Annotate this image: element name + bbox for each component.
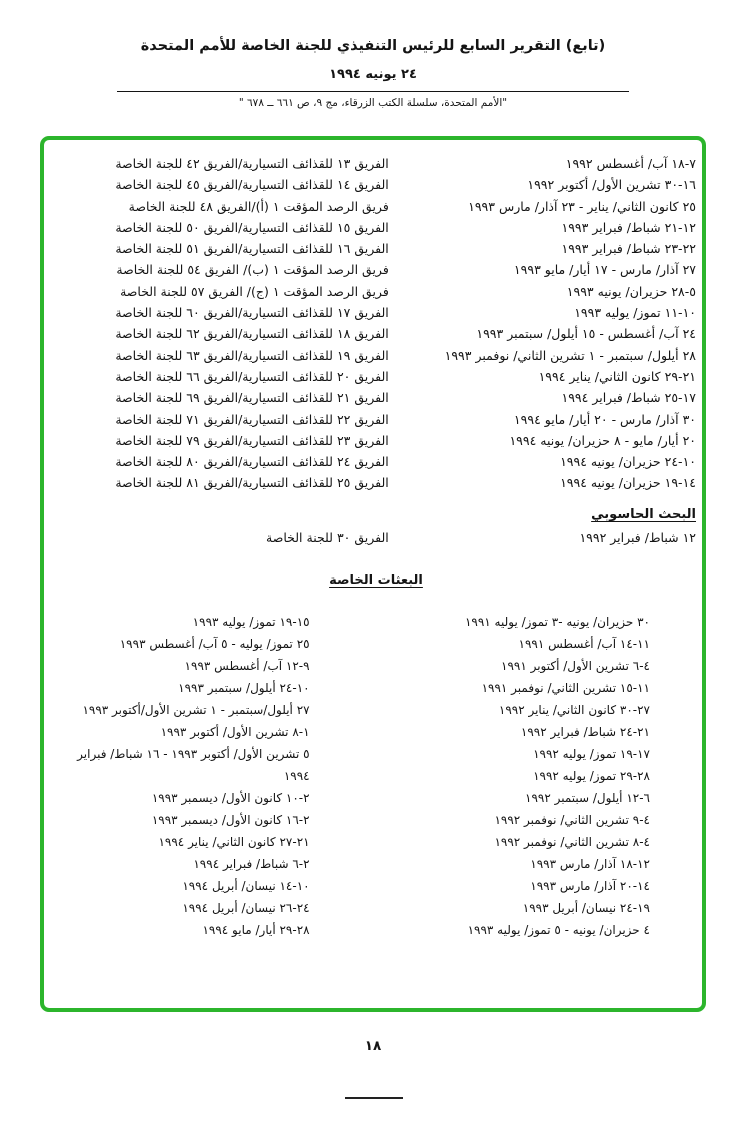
inspection-dates: ٢٧ آذار/ مارس - ١٧ أيار/ مايو ١٩٩٣ [513, 262, 696, 278]
report-date: ٢٤ يونيه ١٩٩٤ [329, 67, 417, 82]
table-row [56, 366, 696, 387]
mission-date: ٢-١٠ كانون الأول/ ديسمبر ١٩٩٣ [151, 791, 310, 806]
inspection-dates: ٢٨ أيلول/ سبتمبر - ١ تشرين الثاني/ نوفمبر ١٩٩٣ [444, 347, 696, 363]
report-header [0, 38, 746, 109]
inspection-dates: ١٢-٢١ شباط/ فبراير ١٩٩٣ [561, 219, 696, 235]
team-name: الفريق ٢٣ للقذائف التسيارية/الفريق ٧٩ للجنة الخاصة [115, 432, 389, 448]
page-number: ١٨ [364, 1038, 382, 1054]
inspection-dates: ٢٥ كانون الثاني/ يناير - ٢٣ آذار/ مارس ١٩٩٣ [468, 198, 696, 214]
table-row [56, 281, 696, 302]
mission-date: ٤ حزيران/ يونيه - ٥ تموز/ يوليه ١٩٩٣ [467, 923, 650, 938]
team-name: فريق الرصد المؤقت ١ (أ)/الفريق ٤٨ للجنة الخاصة [128, 198, 389, 214]
table-row [56, 196, 696, 217]
inspection-dates: ٣٠ آذار/ مارس - ٢٠ أيار/ مايو ١٩٩٤ [513, 411, 696, 427]
mission-date: ٢-٦ شباط/ فبراير ١٩٩٤ [193, 857, 310, 872]
team-name: الفريق ٢٤ للقذائف التسيارية/الفريق ٨٠ للجنة الخاصة [115, 454, 389, 470]
mission-date: ١٤-٢٠ آذار/ مارس ١٩٩٣ [530, 879, 650, 894]
missile-teams-table [56, 153, 696, 494]
table-row [56, 174, 696, 195]
mission-date: ١١-١٥ تشرين الثاني/ نوفمبر ١٩٩١ [481, 681, 650, 696]
table-row [56, 451, 696, 472]
inspection-dates: ١٧-٢٥ شباط/ فبراير ١٩٩٤ [561, 390, 696, 406]
table-row [56, 302, 696, 323]
mission-date: ٣٠ حزيران/ يونيه -٣ تموز/ يوليه ١٩٩١ [464, 615, 650, 630]
team-name: فريق الرصد المؤقت ١ (ب)/ الفريق ٥٤ للجنة الخاصة [116, 262, 389, 278]
inspection-dates: ٢٠ أيار/ مايو - ٨ حزيران/ يونيه ١٩٩٤ [509, 432, 696, 448]
table-row [56, 345, 696, 366]
team-name: الفريق ٢٠ للقذائف التسيارية/الفريق ٦٦ للجنة الخاصة [115, 368, 389, 384]
computer-search-table [56, 527, 696, 548]
mission-date: ٥ تشرين الأول/ أكتوبر ١٩٩٣ - ١٦ شباط/ فبراير ١٩٩٤ [77, 747, 310, 784]
inspection-dates: ٢٢-٢٣ شباط/ فبراير ١٩٩٣ [561, 241, 696, 257]
mission-date: ٦-١٢ أيلول/ سبتمبر ١٩٩٢ [525, 791, 650, 806]
header-rule [117, 91, 629, 92]
mission-date: ٤-٩ تشرين الثاني/ نوفمبر ١٩٩٢ [494, 813, 650, 828]
missions-column-left [56, 611, 370, 941]
inspection-dates: ٧-١٨ آب/ أغسطس ١٩٩٢ [565, 156, 696, 171]
mission-date: ٢٧ أيلول/سبتمبر - ١ تشرين الأول/أكتوبر ١٩٩٣ [82, 703, 310, 718]
mission-date: ٢٥ تموز/ يوليه - ٥ آب/ أغسطس ١٩٩٣ [119, 637, 310, 652]
special-missions-columns [56, 611, 696, 941]
inspection-dates: ٥-٢٨ حزيران/ يونيه ١٩٩٣ [566, 283, 696, 299]
mission-date: ١١-١٤ آب/ أغسطس ١٩٩١ [518, 637, 650, 652]
mission-date: ١٧-١٩ تموز/ يوليه ١٩٩٢ [533, 747, 650, 762]
mission-date: ٢٤-٢٦ نيسان/ أبريل ١٩٩٤ [182, 901, 310, 916]
team-name: فريق الرصد المؤقت ١ (ج)/ الفريق ٥٧ للجنة الخاصة [120, 283, 389, 299]
mission-date: ١٠-١٤ نيسان/ أبريل ١٩٩٤ [182, 879, 310, 894]
inspection-dates: ١٦-٣٠ تشرين الأول/ أكتوبر ١٩٩٢ [527, 177, 696, 193]
inspection-dates: ٢١-٢٩ كانون الثاني/ يناير ١٩٩٤ [538, 368, 696, 384]
table-row [56, 259, 696, 280]
table-row [56, 238, 696, 259]
mission-date: ٢٧-٣٠ كانون الثاني/ يناير ١٩٩٢ [498, 703, 650, 718]
team-name: الفريق ٢٥ للقذائف التسيارية/الفريق ٨١ للجنة الخاصة [115, 475, 389, 491]
team-name: الفريق ١٥ للقذائف التسيارية/الفريق ٥٠ للجنة الخاصة [115, 219, 389, 235]
table-row [56, 472, 696, 493]
mission-date: ٢١-٢٤ شباط/ فبراير ١٩٩٢ [520, 725, 650, 740]
table-row [56, 527, 696, 548]
mission-date: ١٥-١٩ تموز/ يوليه ١٩٩٣ [192, 615, 310, 630]
table-row [56, 217, 696, 238]
annotation-box [40, 136, 706, 1012]
team-name: الفريق ١٩ للقذائف التسيارية/الفريق ٦٣ للجنة الخاصة [115, 347, 389, 363]
mission-date: ١٢-١٨ آذار/ مارس ١٩٩٣ [530, 857, 650, 872]
team-name: الفريق ١٣ للقذائف التسيارية/الفريق ٤٢ للجنة الخاصة [115, 156, 389, 171]
mission-date: ٤-٨ تشرين الثاني/ نوفمبر ١٩٩٢ [494, 835, 650, 850]
report-title: (تابع) التقرير السابع للرئيس التنفيذي للجنة الخاصة للأمم المتحدة [140, 38, 606, 54]
inspection-dates: ١٤-١٩ حزيران/ يونيه ١٩٩٤ [560, 475, 696, 491]
missions-column-right [382, 611, 696, 941]
team-name: الفريق ٣٠ للجنة الخاصة [266, 529, 389, 545]
inspection-dates: ٢٤ آب/ أغسطس - ١٥ أيلول/ سبتمبر ١٩٩٣ [476, 326, 696, 342]
mission-date: ٢١-٢٧ كانون الثاني/ يناير ١٩٩٤ [158, 835, 310, 850]
team-name: الفريق ١٤ للقذائف التسيارية/الفريق ٤٥ للجنة الخاصة [115, 177, 389, 193]
mission-date: ٢٨-٢٩ أيار/ مايو ١٩٩٤ [202, 923, 310, 938]
special-missions-heading: البعثات الخاصة [329, 573, 423, 589]
mission-date: ٢-١٦ كانون الأول/ ديسمبر ١٩٩٣ [151, 813, 310, 828]
computer-search-heading: البحث الحاسوبي [591, 506, 696, 522]
inspection-dates: ١٠-١١ تموز/ يوليه ١٩٩٣ [574, 305, 696, 321]
mission-date: ١٠-٢٤ أيلول/ سبتمبر ١٩٩٣ [178, 681, 310, 696]
table-row [56, 387, 696, 408]
team-name: الفريق ١٦ للقذائف التسيارية/الفريق ٥١ للجنة الخاصة [115, 241, 389, 257]
mission-date: ٩-١٢ آب/ أغسطس ١٩٩٣ [184, 659, 310, 674]
inspection-dates: ١٢ شباط/ فبراير ١٩٩٢ [579, 529, 696, 545]
mission-date: ٤-٦ تشرين الأول/ أكتوبر ١٩٩١ [501, 659, 650, 674]
table-row [56, 430, 696, 451]
team-name: الفريق ٢١ للقذائف التسيارية/الفريق ٦٩ للجنة الخاصة [115, 390, 389, 406]
team-name: الفريق ١٨ للقذائف التسيارية/الفريق ٦٢ للجنة الخاصة [115, 326, 389, 342]
table-row [56, 323, 696, 344]
table-row [56, 153, 696, 174]
mission-date: ١٩-٢٤ نيسان/ أبريل ١٩٩٣ [522, 901, 650, 916]
team-name: الفريق ١٧ للقذائف التسيارية/الفريق ٦٠ للجنة الخاصة [115, 305, 389, 321]
table-row [56, 409, 696, 430]
mission-date: ٢٨-٢٩ تموز/ يوليه ١٩٩٢ [533, 769, 650, 784]
source-citation: "الأمم المتحدة، سلسلة الكتب الزرقاء، مج ٩، ص ٦٦١ ــ ٦٧٨ " [238, 97, 508, 109]
mission-date: ١-٨ تشرين الأول/ أكتوبر ١٩٩٣ [160, 725, 310, 740]
team-name: الفريق ٢٢ للقذائف التسيارية/الفريق ٧١ للجنة الخاصة [115, 411, 389, 427]
footer-mark [345, 1097, 403, 1099]
inspection-dates: ١٠-٢٤ حزيران/ يونيه ١٩٩٤ [560, 454, 696, 470]
